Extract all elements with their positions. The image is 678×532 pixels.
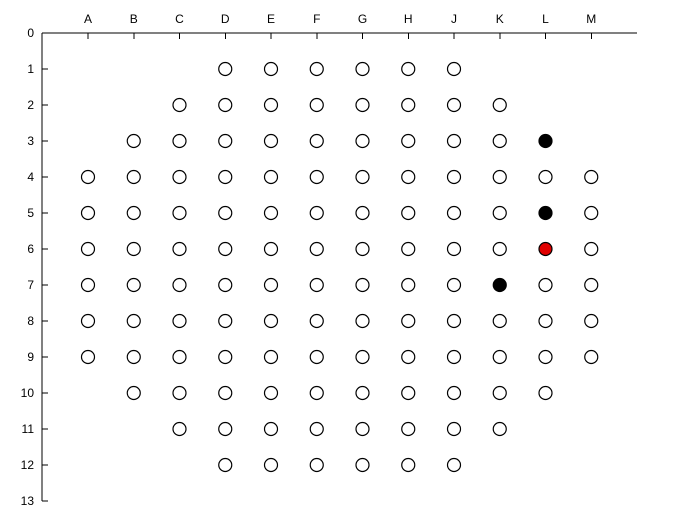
board-hole[interactable] [173,315,186,328]
board-hole[interactable] [539,171,552,184]
board-hole[interactable] [82,279,95,292]
board-hole[interactable] [127,135,140,148]
column-label: G [357,12,368,26]
board-hole[interactable] [219,387,232,400]
column-label: J [451,12,457,26]
board-hole[interactable] [402,351,415,364]
row-label: 13 [20,494,34,508]
row-labels [21,26,35,508]
board-hole[interactable] [585,243,598,256]
board-hole[interactable] [127,279,140,292]
board-hole[interactable] [356,171,369,184]
board-hole[interactable] [265,423,278,436]
board-hole[interactable] [127,387,140,400]
column-label: D [220,12,230,26]
board-hole[interactable] [448,207,461,220]
column-label: C [175,12,184,26]
board-hole[interactable] [493,423,506,436]
board-hole[interactable] [265,459,278,472]
board-hole[interactable] [493,243,506,256]
board-hole[interactable] [402,171,415,184]
board-hole[interactable] [127,351,140,364]
board-hole[interactable] [219,459,232,472]
board-hole[interactable] [265,351,278,364]
board-hole[interactable] [402,459,415,472]
column-label: E [266,12,276,26]
board-hole[interactable] [356,459,369,472]
board-hole[interactable] [539,315,552,328]
black-stone[interactable] [539,207,552,220]
board-hole[interactable] [265,135,278,148]
board-hole[interactable] [585,171,598,184]
row-label: 7 [27,278,34,292]
board-hole[interactable] [82,207,95,220]
column-label: M [586,12,597,26]
board-hole[interactable] [539,351,552,364]
row-label: 12 [20,458,34,472]
board-hole[interactable] [448,63,461,76]
board-hole[interactable] [356,387,369,400]
board-hole[interactable] [265,387,278,400]
board-hole[interactable] [173,99,186,112]
board-hole[interactable] [219,63,232,76]
board-hole[interactable] [219,171,232,184]
board-hole[interactable] [127,171,140,184]
board-hole[interactable] [448,387,461,400]
board-axes [42,33,637,501]
row-label: 9 [27,350,34,364]
board-hole[interactable] [448,99,461,112]
board-hole[interactable] [585,351,598,364]
board-hole[interactable] [448,459,461,472]
row-label: 1 [27,62,34,76]
column-label: F [313,12,321,26]
board-hole[interactable] [585,279,598,292]
board-hole[interactable] [219,423,232,436]
board-hole[interactable] [310,171,323,184]
board-hole[interactable] [356,279,369,292]
board-hole[interactable] [448,423,461,436]
board-hole[interactable] [265,279,278,292]
board-hole[interactable] [127,315,140,328]
board-hole[interactable] [219,315,232,328]
board-hole[interactable] [448,315,461,328]
column-label: A [83,12,93,26]
column-label: K [495,12,504,26]
board-hole[interactable] [402,99,415,112]
board-hole[interactable] [219,351,232,364]
board-hole[interactable] [402,207,415,220]
black-stone[interactable] [493,279,506,292]
black-stone[interactable] [539,135,552,148]
board-hole[interactable] [448,351,461,364]
row-label: 2 [27,98,34,112]
board-hole[interactable] [448,243,461,256]
board-hole[interactable] [493,135,506,148]
board-hole[interactable] [173,387,186,400]
column-label: H [403,12,413,26]
board-hole[interactable] [82,171,95,184]
board-hole[interactable] [310,423,323,436]
board-hole[interactable] [310,279,323,292]
column-label: B [129,12,138,26]
board-hole[interactable] [310,315,323,328]
board-hole[interactable] [493,207,506,220]
board-hole[interactable] [539,279,552,292]
board-hole[interactable] [356,315,369,328]
board-hole[interactable] [265,315,278,328]
peg-grid [82,63,598,472]
board-hole[interactable] [356,351,369,364]
board-hole[interactable] [265,207,278,220]
row-label: 6 [27,242,34,256]
board-hole[interactable] [402,387,415,400]
board-hole[interactable] [310,207,323,220]
board-hole[interactable] [127,207,140,220]
board-hole[interactable] [402,63,415,76]
board-hole[interactable] [493,351,506,364]
board-hole[interactable] [402,279,415,292]
board-hole[interactable] [173,279,186,292]
board-hole[interactable] [173,135,186,148]
board-hole[interactable] [539,387,552,400]
board-hole[interactable] [310,63,323,76]
board-hole[interactable] [402,315,415,328]
board-hole[interactable] [127,243,140,256]
row-label: 8 [27,314,34,328]
board-hole[interactable] [448,135,461,148]
board-hole[interactable] [82,315,95,328]
row-label: 5 [27,206,34,220]
row-label: 10 [20,386,34,400]
board-hole[interactable] [219,279,232,292]
board-hole[interactable] [356,423,369,436]
board-hole[interactable] [493,99,506,112]
board-hole[interactable] [310,351,323,364]
board-hole[interactable] [356,99,369,112]
board-hole[interactable] [310,243,323,256]
board-hole[interactable] [493,315,506,328]
board-hole[interactable] [356,207,369,220]
board-hole[interactable] [173,171,186,184]
board-hole[interactable] [82,351,95,364]
board-hole[interactable] [310,99,323,112]
board-hole[interactable] [219,243,232,256]
board-hole[interactable] [219,207,232,220]
board-hole[interactable] [493,387,506,400]
column-labels [84,12,596,26]
board-hole[interactable] [265,243,278,256]
board-hole[interactable] [402,243,415,256]
row-label: 4 [27,170,34,184]
board-hole[interactable] [265,171,278,184]
board-hole[interactable] [265,99,278,112]
board-hole[interactable] [585,207,598,220]
board-hole[interactable] [310,459,323,472]
row-label: 3 [27,134,34,148]
board-hole[interactable] [219,135,232,148]
board-hole[interactable] [173,243,186,256]
board-hole[interactable] [402,135,415,148]
board-hole[interactable] [310,135,323,148]
board-hole[interactable] [356,135,369,148]
board-hole[interactable] [173,423,186,436]
row-label: 0 [27,26,34,40]
board-hole[interactable] [448,279,461,292]
board-hole[interactable] [356,63,369,76]
board-hole[interactable] [356,243,369,256]
board-hole[interactable] [448,171,461,184]
row-label: 11 [21,422,34,436]
board-hole[interactable] [82,243,95,256]
board-hole[interactable] [173,207,186,220]
board-hole[interactable] [310,387,323,400]
board-hole[interactable] [585,315,598,328]
board-hole[interactable] [402,423,415,436]
board-hole[interactable] [219,99,232,112]
board-hole[interactable] [173,351,186,364]
board-hole[interactable] [493,171,506,184]
board-hole[interactable] [265,63,278,76]
red-stone[interactable] [539,243,552,256]
column-label: L [542,12,549,26]
